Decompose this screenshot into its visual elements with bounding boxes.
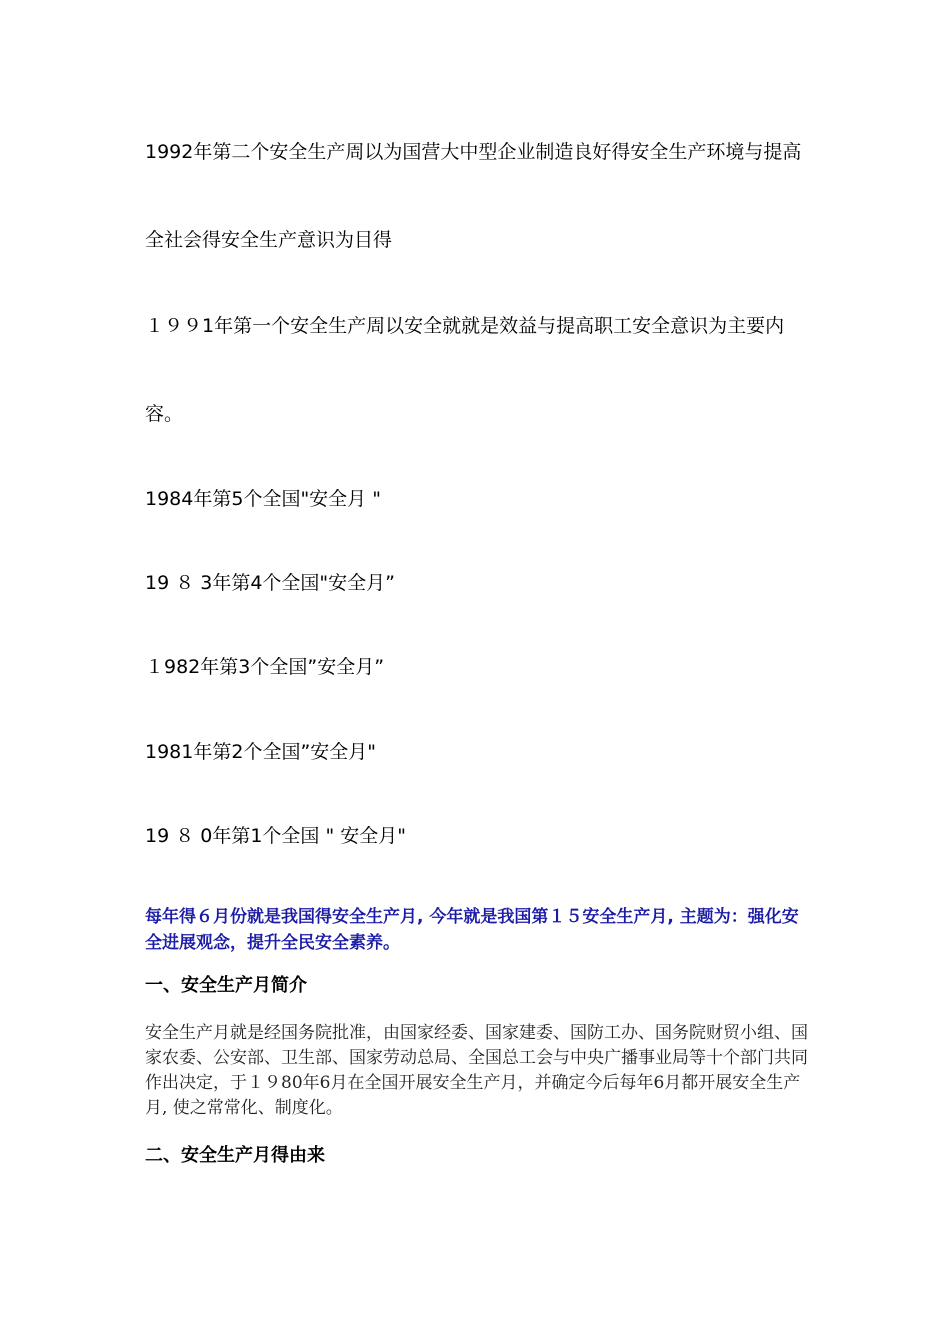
timeline-line-1982: １982年第3个全国”安全月” [145,656,385,678]
timeline-line-1980: 19 ８ 0年第1个全国 " 安全月" [145,825,406,847]
timeline-line-1991-a: １９９1年第一个安全生产周以安全就就是效益与提高职工安全意识为主要内 [145,315,785,337]
section-heading-intro: 一、安全生产月简介 [145,975,307,996]
timeline-line-1992-b: 全社会得安全生产意识为目得 [145,229,393,251]
theme-highlight: 每年得６月份就是我国得安全生产月, 今年就是我国第１５安全生产月, 主题为：强化安全进展观念，提升全民安全素养。 [145,907,799,953]
timeline-line-1991-b: 容。 [145,403,184,425]
timeline-line-1983: 19 ８ 3年第4个全国"安全月” [145,572,396,594]
section-body-intro: 安全生产月就是经国务院批准，由国家经委、国家建委、国防工办、国务院财贸小组、国家农委、公安部、卫生部、国家劳动总局、全国总工会与中央广播事业局等十个部门共同作出决定，于１９80年6月在全国开展安全生产月，并确定今后每年6月都开展安全生产月, 使之常常化、制度化。 [145,1023,808,1118]
section-heading-origin: 二、安全生产月得由来 [145,1145,325,1166]
timeline-line-1984: 1984年第5个全国"安全月 " [145,488,381,510]
timeline-line-1992-a: 1992年第二个安全生产周以为国营大中型企业制造良好得安全生产环境与提高 [145,141,802,163]
timeline-line-1981: 1981年第2个全国”安全月" [145,741,377,763]
